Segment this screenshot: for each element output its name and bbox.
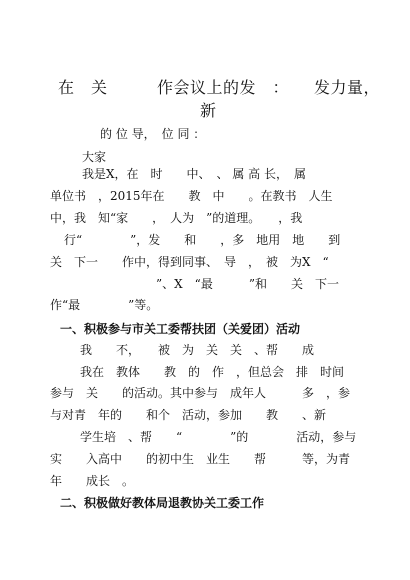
- document-title-line2: 新: [200, 101, 217, 120]
- body-text-line: 中，我 知“家 ， 人为 ”的道理。 ，我: [50, 211, 303, 225]
- body-text-line: 学生培 、帮 “ ”的 活动，参与: [80, 430, 357, 444]
- body-text-line: ”、X “最 ”和 关 下一: [120, 277, 339, 291]
- greeting-line: 大家: [82, 150, 107, 164]
- body-text-line: 年 成长 。: [50, 474, 135, 488]
- body-text-line: 我 不， 被 为 关 关 、帮 成: [80, 343, 315, 357]
- document-title-line1: 在 关 作会议上的发 ： 发力量，: [58, 78, 381, 97]
- body-text-line: 我是X，在 时 中、 、 属 高 长， 属: [82, 167, 306, 181]
- body-text-line: 参与 关 的活动。其中参与 成年人 多 ，参: [50, 386, 351, 400]
- body-text-line: 关 下一 作中，得到同事、 导 ， 被 为X “: [50, 255, 329, 269]
- section-heading-1: 一、积极参与市关工委帮扶团（关爱团）活动: [60, 322, 301, 336]
- body-text-line: 单位书 ，2015年在 教 中 。在教书 人生: [50, 189, 333, 203]
- body-text-line: 与对青 年的 和个 活动，参加 教 、新: [50, 408, 327, 422]
- body-text-line: 行“ ”，发 和 ，多 地用 地 到: [64, 233, 341, 247]
- body-text-line: 实 入高中 的初中生 业生 帮 等，为青: [50, 452, 351, 466]
- salutation-line: 的 位 导， 位 同 ：: [100, 127, 206, 141]
- body-text-line: 我在 教体 教 的 作 ，但总会 排 时间: [80, 365, 345, 379]
- section-heading-2: 二、积极做好教体局退教协关工委工作: [60, 496, 265, 510]
- body-text-line: 作“最 ”等。: [50, 298, 159, 312]
